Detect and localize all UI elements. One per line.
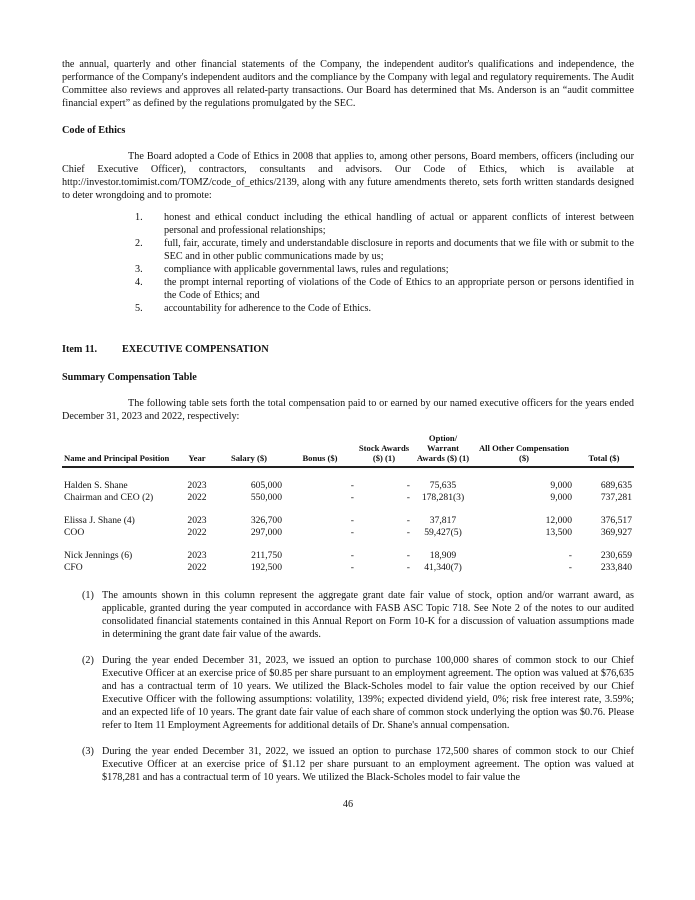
table-cell: - (406, 526, 410, 538)
table-cell: - (350, 561, 354, 573)
code-of-ethics-list (62, 211, 634, 315)
table-cell: 689,635 (600, 480, 632, 491)
footnotes (82, 589, 634, 784)
table-cell: 41,340(7) (424, 561, 462, 573)
table-cell: - (406, 550, 410, 561)
row-spacer (62, 468, 634, 480)
list-text: compliance with applicable governmental laws, rules and regulations; (164, 264, 449, 275)
table-cell: COO (64, 526, 85, 538)
table-cell: 2023 (187, 515, 207, 526)
summary-compensation-table-wrap (62, 433, 634, 573)
footnote (82, 745, 634, 784)
table-cell: 192,500 (250, 561, 282, 573)
table-cell: - (406, 561, 410, 573)
list-item (120, 302, 634, 315)
item-title: EXECUTIVE COMPENSATION (122, 344, 269, 355)
list-number: 5. (135, 303, 143, 314)
list-text: honest and ethical conduct including the ethical handling of actual or apparent conflicts of interest between personal and professional relationships; (164, 212, 634, 236)
table-cell: - (350, 526, 354, 538)
list-number: 3. (135, 264, 143, 275)
table-cell: 550,000 (250, 491, 282, 503)
footnote (82, 589, 634, 641)
table-cell: 297,000 (250, 526, 282, 538)
table-cell: 13,500 (545, 526, 572, 538)
list-text: accountability for adherence to the Code of Ethics. (164, 303, 372, 314)
paragraph-text: The following table sets forth the total compensation paid to or earned by our named executive officers for the years ended December 31, 2023 and 2022, respectively: (62, 398, 634, 422)
table-cell: 59,427(5) (424, 526, 462, 538)
footnote-text: During the year ended December 31, 2023, we issued an option to purchase 100,000 shares of common stock to our Chief Executive Officer at an exercise price of $0.85 per share pursuant to an employment agreement. The option was valued at $76,635 and has a contractual term of 10 years. We utilized the Black-Scholes model to fair value the option received by our Chief Executive Officer with the following assumptions: volatility, 139%; expected dividend yield, 0%; risk free interest rate, 3.59%; and an expected life of 10 years. The grant date fair value of each share of common stock underlying the option was $0.76. Please refer to Item 11 Employment Agreements for additional details of Dr. Shane's annual compensation. (102, 655, 634, 731)
column-header: Stock Awards ($) (1) (356, 433, 412, 468)
footnote-text: During the year ended December 31, 2022, we issued an option to purchase 172,500 shares of common stock to our Chief Executive Officer at an exercise price of $1.12 per share pursuant to an employment agreement. The option was valued at $178,281 and has a contractual term of 10 years. We utilized the Black-Scholes model to fair value the (102, 746, 634, 783)
table-cell: 233,840 (600, 561, 632, 573)
row-spacer (62, 503, 634, 515)
table-cell: - (406, 480, 410, 491)
list-number: 4. (135, 277, 143, 288)
table-cell: 230,659 (600, 550, 632, 561)
table-cell: Halden S. Shane (64, 480, 128, 491)
column-header: Name and Principal Position (62, 433, 180, 468)
table-cell: Nick Jennings (6) (64, 550, 133, 561)
table-cell: - (568, 550, 572, 561)
column-header: Bonus ($) (284, 433, 356, 468)
audit-committee-paragraph (62, 58, 634, 110)
list-text: the prompt internal reporting of violations of the Code of Ethics to an appropriate person or persons identified in the Code of Ethics; and (164, 277, 634, 301)
table-cell: 2022 (187, 491, 207, 503)
table-cell: 9,000 (550, 491, 572, 503)
table-cell: 2022 (187, 561, 207, 573)
table-cell: 2023 (187, 480, 207, 491)
table-row (62, 515, 634, 527)
spacer-cell (62, 503, 634, 515)
table-row (62, 550, 634, 562)
list-item (120, 237, 634, 263)
table-row (62, 480, 634, 492)
list-item (120, 276, 634, 302)
table-cell: - (350, 480, 354, 491)
column-header: All Other Compensation ($) (474, 433, 574, 468)
column-header: Total ($) (574, 433, 634, 468)
table-cell: 2023 (187, 550, 207, 561)
spacer-cell (62, 538, 634, 550)
code-of-ethics-heading: Code of Ethics (62, 125, 126, 136)
summary-paragraph (62, 397, 634, 423)
table-cell: 178,281(3) (421, 491, 465, 503)
table-cell: 18,909 (429, 550, 457, 561)
list-item (120, 211, 634, 237)
table-cell: - (350, 491, 354, 503)
table-cell: - (350, 550, 354, 561)
table-row (62, 562, 634, 574)
table-header-row (62, 433, 634, 468)
table-cell: - (568, 561, 572, 573)
table-cell: 369,927 (600, 526, 632, 538)
column-header: Year (180, 433, 214, 468)
summary-table-heading: Summary Compensation Table (62, 372, 197, 383)
table-cell: 737,281 (600, 491, 632, 503)
paragraph-text: the annual, quarterly and other financial statements of the Company, the independent auditor's qualifications and independence, the performance of the Company's independent auditors and the compliance by the Company with legal and regulatory requirements. The Audit Committee also reviews and approves all related-party transactions. Our Board has determined that Ms. Anderson is an “audit committee financial expert” as defined by the regulations promulgated by the SEC. (62, 59, 634, 109)
list-number: 1. (135, 212, 143, 223)
table-cell: - (406, 491, 410, 503)
table-cell: - (350, 515, 354, 526)
item-11-heading (62, 343, 634, 356)
table-cell: 605,000 (250, 480, 282, 491)
footnote-text: The amounts shown in this column represent the aggregate grant date fair value of stock, option and/or warrant award, as applicable, granted during the year computed in accordance with FASB ASC Topic 718. See Note 2 of the notes to our audited consolidated financial statements contained in this Annual Report on Form 10-K for a discussion of valuation assumptions made in determining the grant date fair value of the awards. (102, 590, 634, 640)
list-item (120, 263, 634, 276)
table-cell: Elissa J. Shane (4) (64, 515, 135, 526)
item-number: Item 11. (62, 344, 98, 355)
footnote-number: (1) (82, 590, 94, 601)
table-cell: 37,817 (429, 515, 457, 526)
summary-compensation-table (62, 433, 634, 573)
table-cell: 12,000 (545, 515, 572, 526)
page-number: 46 (342, 799, 354, 810)
table-cell: - (406, 515, 410, 526)
table-row (62, 527, 634, 539)
table-cell: CFO (64, 561, 83, 573)
column-header: Option/ Warrant Awards ($) (1) (412, 433, 474, 468)
footnote-number: (2) (82, 655, 94, 666)
table-cell: 211,750 (251, 550, 282, 561)
footnote-number: (3) (82, 746, 94, 757)
row-spacer (62, 538, 634, 550)
table-cell: 326,700 (250, 515, 282, 526)
column-header: Salary ($) (214, 433, 284, 468)
table-cell: Chairman and CEO (2) (64, 491, 154, 503)
spacer-cell (62, 468, 634, 480)
table-cell: 376,517 (600, 515, 632, 526)
table-cell: 2022 (187, 526, 207, 538)
table-cell: 75,635 (429, 480, 457, 491)
table-row (62, 492, 634, 504)
list-text: full, fair, accurate, timely and understandable disclosure in reports and documents that we file with or submit to the SEC and in other public communications made by us; (164, 238, 634, 262)
table-cell: 9,000 (550, 480, 572, 491)
footnote (82, 654, 634, 732)
paragraph-text: The Board adopted a Code of Ethics in 2008 that applies to, among other persons, Board members, officers (including our Chief Executive Officer), contractors, consultants and advisors. Our Code of Ethics, which is available at http://investor.tomimist.com/TOMZ/code_of_ethics/2139, along with any future amendments thereto, sets forth written standards designed to deter wrongdoing and to promote: (62, 151, 634, 201)
code-of-ethics-paragraph (62, 150, 634, 202)
list-number: 2. (135, 238, 143, 249)
